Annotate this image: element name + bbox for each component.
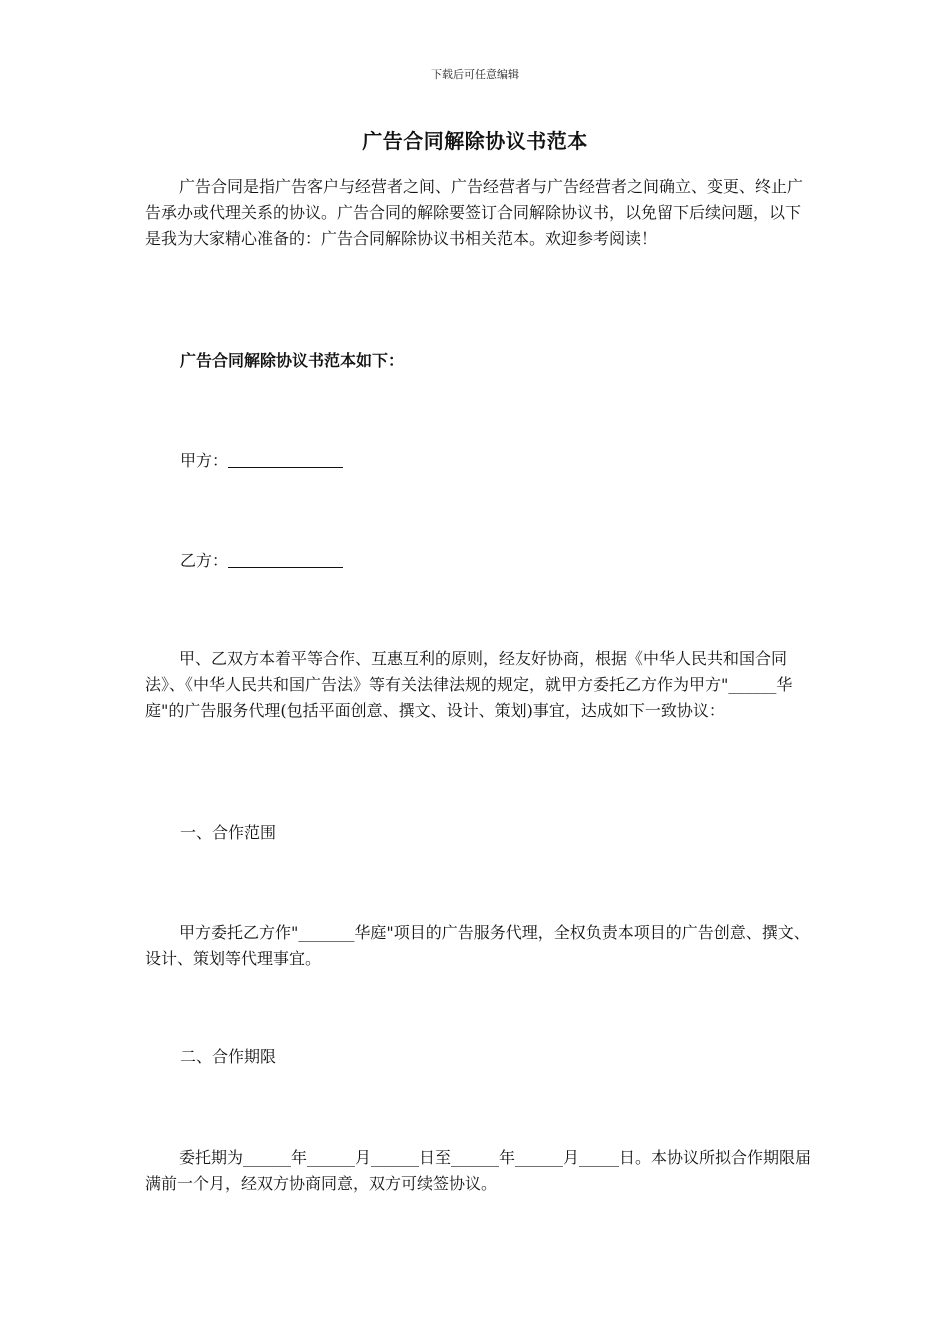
section1-body: 甲方委托乙方作"_______华庭"项目的广告服务代理，全权负责本项目的广告创意、撰文、设计、策划等代理事宜。 [145, 923, 810, 968]
section2-body: 委托期为______年______月______日至______年______月_____日。本协议所拟合作期限届满前一个月，经双方协商同意，双方可续签协议。 [145, 1148, 812, 1193]
agreement-paragraph: 甲、乙双方本着平等合作、互惠互利的原则，经友好协商，根据《中华人民共和国合同法》、《中华人民共和国广告法》等有关法律法规的规定，就甲方委托乙方作为甲方"______华庭"的广告服务代理(包括平面创意、撰文、设计、策划)事宜，达成如下一致协议： [145, 649, 793, 720]
section1-heading: 一、合作范围 [180, 823, 277, 842]
header-note: 下载后可任意编辑 [431, 68, 519, 81]
party-b-line [180, 548, 343, 574]
document-title: 广告合同解除协议书范本 [362, 129, 588, 153]
section2-heading: 二、合作期限 [180, 1047, 277, 1066]
intro-paragraph: 广告合同是指广告客户与经营者之间、广告经营者与广告经营者之间确立、变更、终止广告承办或代理关系的协议。广告合同的解除要签订合同解除协议书，以免留下后续问题，以下是我为大家精心准备的：广告合同解除协议书相关范本。欢迎参考阅读！ [145, 177, 804, 248]
party-a-label: 甲方： [180, 451, 229, 470]
party-b-label: 乙方： [180, 551, 229, 570]
party-b-blank [228, 551, 343, 568]
party-a-blank [228, 451, 343, 468]
subheading: 广告合同解除协议书范本如下： [180, 351, 405, 370]
party-a-line [180, 448, 343, 474]
